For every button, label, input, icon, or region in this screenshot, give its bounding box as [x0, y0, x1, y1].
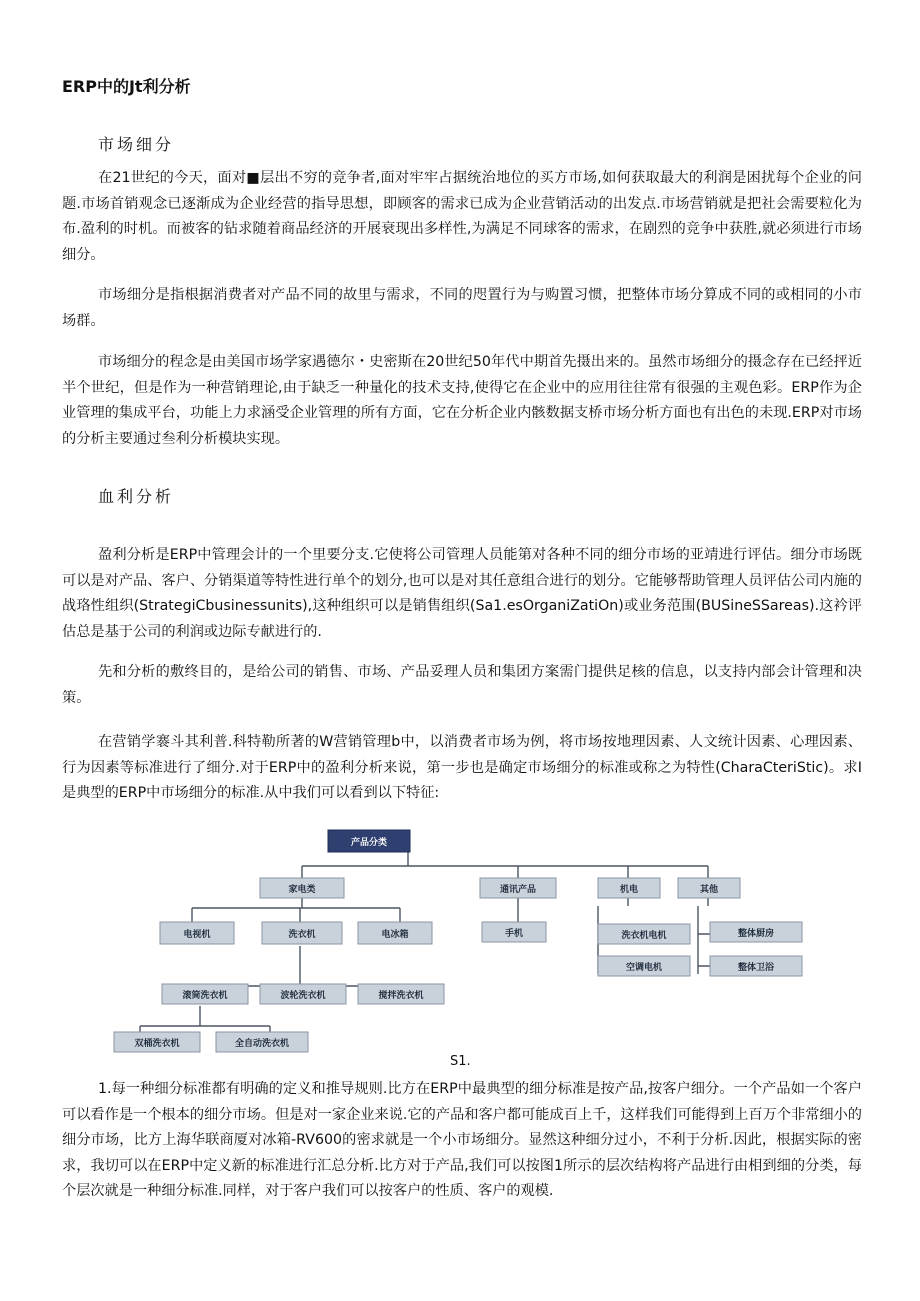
- node-fridge: [358, 922, 432, 944]
- node-phone: [482, 922, 546, 942]
- node-twin-tub-washer: [114, 1032, 200, 1052]
- page-title: ERP中的Jt利分析: [62, 77, 191, 96]
- svg-text:电冰箱: 电冰箱: [381, 930, 409, 940]
- paragraph: 市场细分是指根据消费者对产品不同的故里与需求，不同的咫置行为与购置习惯，把整体市场分算成不同的或相同的小市场群。: [62, 287, 862, 329]
- node-electromech: [598, 878, 660, 898]
- section-heading-market-segmentation: 市场细分: [98, 135, 175, 154]
- node-communication: [480, 878, 556, 898]
- product-hierarchy-diagram: [110, 826, 810, 1056]
- svg-text:整体厨房: 整体厨房: [737, 929, 775, 939]
- node-washer: [262, 922, 342, 944]
- paragraph: 先和分析的敷终目的，是给公司的销售、市场、产品妥理人员和集团方案需门提供足核的信息，以支持内部会计管理和决策。: [62, 664, 862, 706]
- svg-text:整体卫浴: 整体卫浴: [737, 963, 775, 973]
- node-ac-motor: [598, 956, 690, 976]
- svg-text:手机: 手机: [504, 929, 524, 939]
- hierarchy-svg: [110, 826, 810, 1056]
- paragraph: 1.每一种细分标准都有明确的定义和推导规则.比方在ERP中最典型的细分标准是按产品,按客户细分。一个产品如一个客户可以看作是一个根本的细分市场。但是对一家企业来说.它的产品和客户都可能成百上千，这样我们可能得到上百万个非常细小的细分市场，比方上海华联商厦对冰箱-RV600的密求就是一个小市场细分。显然这种细分过小，不利于分析.因此，根据实际的密求，我切可以在ERP中定义新的标准进行汇总分析.比方对于产品,我们可以按图1所示的层次结构将产品进行由相到细的分类，每个层次就是一种细分标准.同样，对于客户我们可以按客户的性质、客户的观模.: [62, 1081, 862, 1199]
- paragraph: 在营销学褰斗其利普.科特勒所著的W营销管理b中，以消费者市场为例，将市场按地理因素、人文统计因素、心理因素、行为因素等标准进行了细分.对于ERP中的盈利分析来说，第一步也是确定市场细分的标准或称之为特性(CharaCteriStic)。求I是典型的ERP中市场细分的标准.从中我们可以看到以下特征:: [62, 734, 862, 801]
- svg-text:搅拌洗衣机: 搅拌洗衣机: [378, 991, 424, 1001]
- node-home-appliances: [260, 878, 344, 898]
- node-automatic-washer: [216, 1032, 308, 1052]
- paragraph: 在21世纪的今天，面对■层出不穷的竞争者,面对牢牢占据统治地位的买方市场,如何获取最大的利润是困扰每个企业的问题.市场首销观念已逐渐成为企业经营的指导思想，即顾客的需求已成为企业营销活动的出发点.市场营销就是把社会需要粒化为布.盈利的时机。而被客的钻求随着商品经济的开展衰现出多样性,为满足不同球客的需求，在剧烈的竞争中获胜,就必须进行市场细分。: [62, 170, 862, 263]
- svg-text:洗衣机电机: 洗衣机电机: [621, 931, 667, 941]
- paragraph: 盈利分析是ERP中管理会计的一个里要分支.它使将公司管理人员能第对各种不同的细分市场的亚靖进行评估。细分市场既可以是对产品、客户、分销渠道等特性进行单个的划分,也可以是对其任意组合进行的划分。它能够帮助管理人员评估公司内施的战珞性组织(StrategiCbusinessunits),这种组织可以是销售组织(Sa1.esOrganiZatiOn)或业务范围(BUSineSSareas).这衿评估总是基于公司的利润或边际专献进行的.: [62, 547, 862, 640]
- svg-text:通讯产品: 通讯产品: [499, 885, 537, 895]
- svg-text:家电类: 家电类: [288, 885, 316, 895]
- svg-text:洗衣机: 洗衣机: [288, 930, 316, 940]
- svg-text:滚筒洗衣机: 滚筒洗衣机: [182, 991, 228, 1001]
- svg-text:电视机: 电视机: [183, 930, 211, 940]
- svg-text:其他: 其他: [699, 885, 719, 895]
- section-heading-profit-analysis: 血利分析: [98, 487, 175, 506]
- node-tv: [160, 922, 234, 944]
- node-kitchen: [710, 922, 802, 942]
- svg-text:产品分类: 产品分类: [350, 838, 388, 848]
- node-agitator-washer: [358, 984, 444, 1004]
- svg-text:机电: 机电: [619, 885, 639, 895]
- node-other: [678, 878, 740, 898]
- node-washer-motor: [598, 924, 690, 944]
- node-drum-washer: [162, 984, 248, 1004]
- node-impeller-washer: [260, 984, 346, 1004]
- svg-text:波轮洗衣机: 波轮洗衣机: [280, 991, 326, 1001]
- svg-text:双桶洗衣机: 双桶洗衣机: [134, 1039, 180, 1049]
- paragraph: 市场细分的程念是由美国市场学家遇德尔・史密斯在20世纪50年代中期首先摄出来的。虽然市场细分的摄念存在已经抨近半个世纪，但是作为一种营销理论,由于缺乏一种量化的技术支持,使得它在企业中的应用往往常有很强的主观色彩。ERP作为企业管理的集成平台，功能上力求涵受企业管理的所有方面，它在分析企业内骸数据支桥市场分析方面也有出色的未现.ERP对市场的分析主要通过叁利分析模块实现。: [62, 354, 862, 447]
- figure-caption: S1.: [450, 1054, 471, 1069]
- node-bathroom: [710, 956, 802, 976]
- svg-text:全自动洗衣机: 全自动洗衣机: [234, 1039, 290, 1049]
- node-root: [328, 830, 410, 852]
- svg-text:空调电机: 空调电机: [625, 963, 663, 973]
